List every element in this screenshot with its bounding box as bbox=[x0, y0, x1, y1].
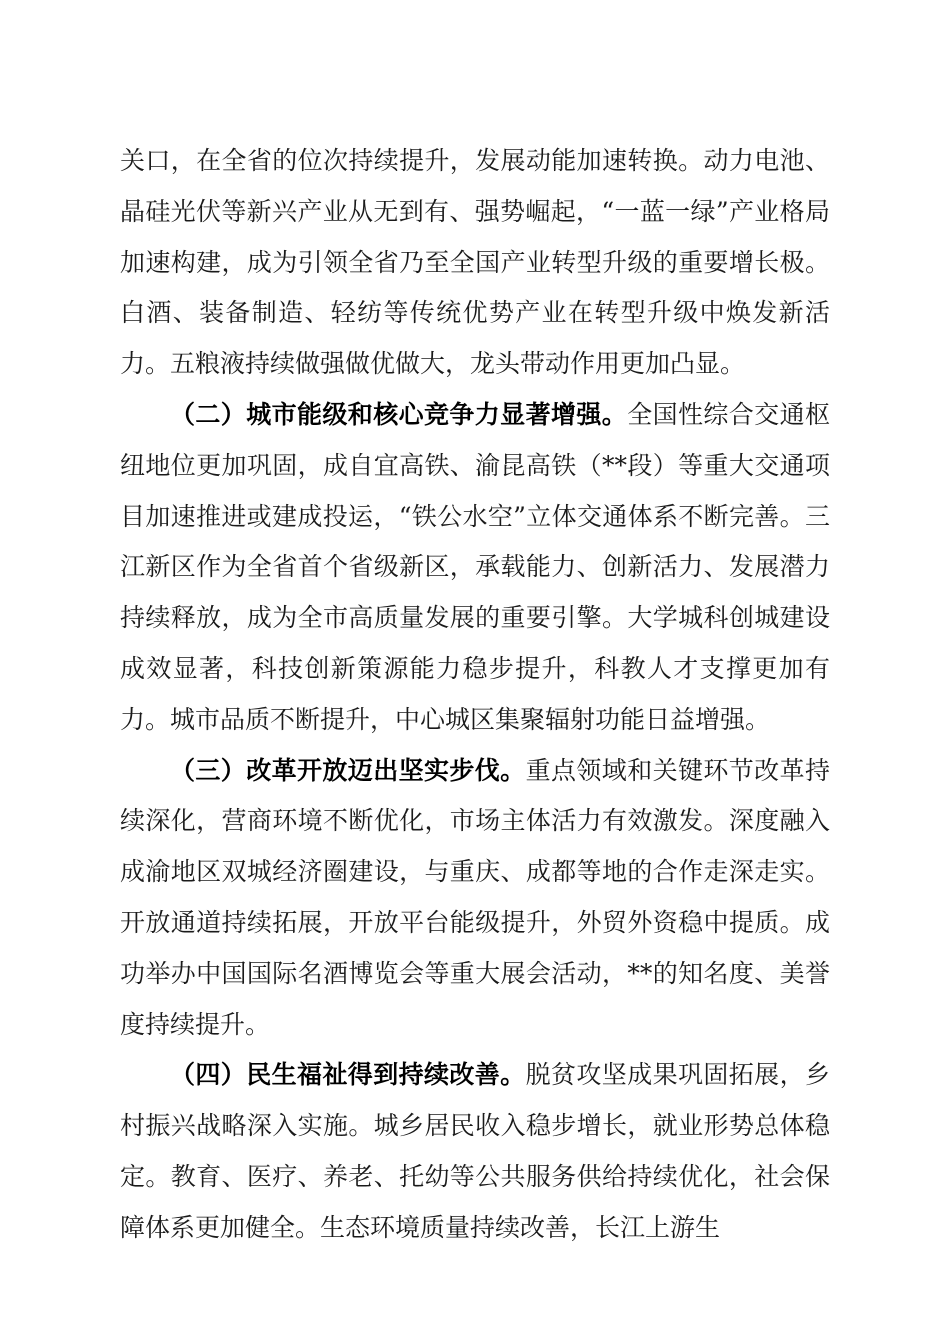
paragraph-body: 关口，在全省的位次持续提升，发展动能加速转换。动力电池、晶硅光伏等新兴产业从无到有、强势崛起，“一蓝一绿”产业格局加速构建，成为引领全省乃至全国产业转型升级的重要增长极。白酒、装备制造、轻纺等传统优势产业在转型升级中焕发新活力。五粮液持续做强做优做大，龙头带动作用更加凸显。 bbox=[120, 146, 830, 379]
paragraph-body: 全国性综合交通枢纽地位更加巩固，成自宜高铁、渝昆高铁（**段）等重大交通项目加速推进或建成投运，“铁公水空”立体交通体系不断完善。三江新区作为全省首个省级新区，承载能力、创新活力、发展潜力持续释放，成为全市高质量发展的重要引擎。大学城科创城建设成效显著，科技创新策源能力稳步提升，科教人才支撑更加有力。城市品质不断提升，中心城区集聚辐射功能日益增强。 bbox=[120, 399, 830, 734]
section-heading: （四）民生福祉得到持续改善。 bbox=[170, 1060, 526, 1090]
paragraph-continued bbox=[120, 136, 830, 390]
paragraph-reform-opening bbox=[120, 746, 830, 1051]
section-heading: （二）城市能级和核心竞争力显著增强。 bbox=[170, 399, 628, 429]
paragraph-city-competitiveness bbox=[120, 390, 830, 746]
paragraph-body: 重点领域和关键环节改革持续深化，营商环境不断优化，市场主体活力有效激发。深度融入成渝地区双城经济圈建设，与重庆、成都等地的合作走深走实。开放通道持续拓展，开放平台能级提升，外贸外资稳中提质。成功举办中国国际名酒博览会等重大展会活动，**的知名度、美誉度持续提升。 bbox=[120, 755, 830, 1039]
document-body bbox=[120, 136, 830, 1254]
paragraph-body: 脱贫攻坚成果巩固拓展，乡村振兴战略深入实施。城乡居民收入稳步增长，就业形势总体稳定。教育、医疗、养老、托幼等公共服务供给持续优化，社会保障体系更加健全。生态环境质量持续改善，长江上游生 bbox=[120, 1060, 830, 1242]
paragraph-livelihood bbox=[120, 1050, 830, 1253]
section-heading: （三）改革开放迈出坚实步伐。 bbox=[170, 755, 526, 785]
